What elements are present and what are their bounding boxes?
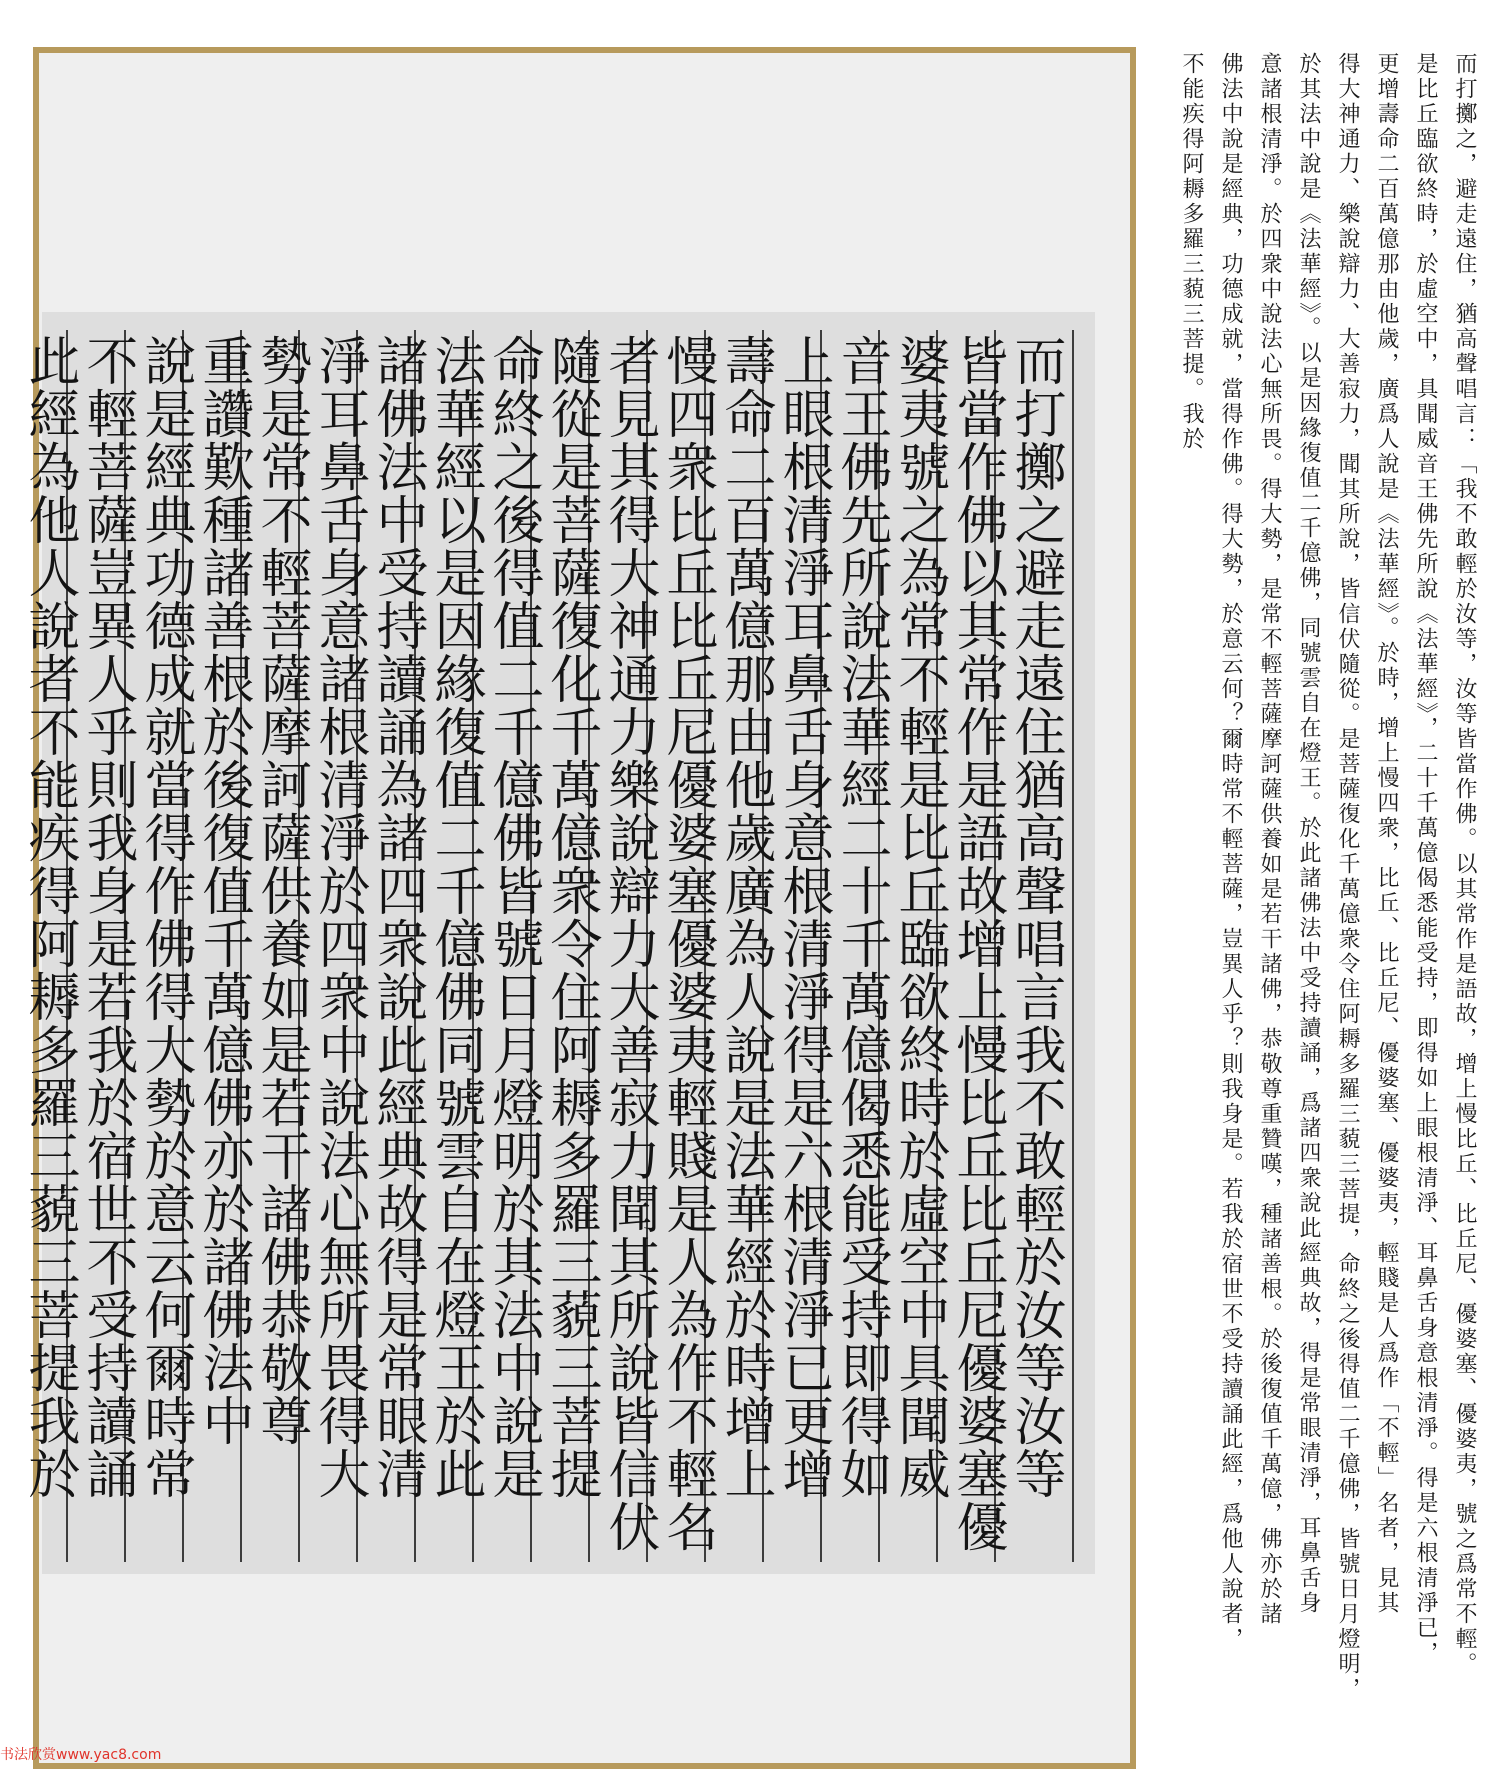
- manuscript-column-17: 不輕菩薩豈異人乎則我身是若我於宿世不受持讀誦: [77, 334, 137, 1500]
- transcription-column-4: 得大神通力、樂說辯力、大善寂力，聞其所說，皆信伏隨從。是菩薩復化千萬億衆令住阿耨多羅三藐三菩提，命終之後得值二千億佛，皆號日月燈明，: [1335, 52, 1360, 1702]
- manuscript-column-13: 淨耳鼻舌身意諸根清淨於四衆中說法心無所畏得大: [309, 334, 369, 1500]
- manuscript-column-1: 而打擲之避走遠住猶高聲唱言我不敢輕於汝等汝等: [1005, 334, 1065, 1500]
- transcription-column-7: 佛法中說是經典，功德成就，當得作佛。得大勢，於意云何？爾時常不輕菩薩，豈異人乎？則我身是。若我於宿世不受持讀誦此經，爲他人說者，: [1218, 52, 1243, 1652]
- manuscript-column-6: 壽命二百萬億那由他歲廣為人說是法華經於時增上: [715, 334, 775, 1500]
- manuscript-column-16: 說是經典功德成就當得作佛得大勢於意云何爾時常: [135, 334, 195, 1500]
- manuscript-column-8: 者見其得大神通力樂說辯力大善寂力聞其所說皆信伏: [599, 334, 659, 1553]
- manuscript-column-11: 法華經以是因緣復值二千億佛同號雲自在燈王於此: [425, 334, 485, 1500]
- transcription-panel: [1168, 52, 1478, 1732]
- transcription-column-3: 更增壽命二百萬億那由他歲，廣爲人說是《法華經》。於時，增上慢四衆，比丘、比丘尼、優婆塞、優婆夷，輕賤是人爲作「不輕」名者，見其: [1374, 52, 1399, 1616]
- manuscript-column-5: 上眼根清淨耳鼻舌身意根清淨得是六根清淨已更增: [773, 334, 833, 1500]
- manuscript-column-15: 重讚歎種諸善根於後復值千萬億佛亦於諸佛法中: [193, 334, 253, 1447]
- manuscript-column-10: 命終之後得值二千億佛皆號日月燈明於其法中說是: [483, 334, 543, 1500]
- manuscript-column-18: 此經為他人說者不能疾得阿耨多羅三藐三菩提我於: [19, 334, 79, 1500]
- transcription-column-6: 意諸根清淨。於四衆中說法心無所畏。得大勢，是常不輕菩薩摩訶薩供養如是若干諸佛，恭敬尊重贊嘆，種諸善根。於後復值千萬億，佛亦於諸: [1257, 52, 1282, 1627]
- transcription-column-8: 不能疾得阿耨多羅三藐三菩提。我於: [1179, 52, 1204, 452]
- manuscript-column-7: 慢四衆比丘比丘尼優婆塞優婆夷輕賤是人為作不輕名: [657, 334, 717, 1553]
- manuscript-column-2: 皆當作佛以其常作是語故增上慢比丘比丘尼優婆塞優: [947, 334, 1007, 1553]
- manuscript-column-4: 音王佛先所說法華經二十千萬億偈悉能受持即得如: [831, 334, 891, 1500]
- site-watermark: 书法欣赏www.yac8.com: [0, 1747, 162, 1763]
- transcription-column-5: 於其法中說是《法華經》。以是因緣復值二千億佛，同號雲自在燈王。於此諸佛法中受持讀誦，爲諸四衆說此經典故，得是常眼清淨，耳鼻舌身: [1296, 52, 1321, 1616]
- manuscript-column-14: 勢是常不輕菩薩摩訶薩供養如是若干諸佛恭敬尊: [251, 334, 311, 1447]
- transcription-column-2: 是比丘臨欲終時，於虛空中，具聞威音王佛先所說《法華經》，二十千萬億偈悉能受持，即得如上眼根清淨、耳鼻舌身意根清淨。得是六根清淨已，: [1413, 52, 1438, 1666]
- manuscript-column-12: 諸佛法中受持讀誦為諸四衆說此經典故得是常眼清: [367, 334, 427, 1500]
- manuscript-column-9: 隨從是菩薩復化千萬億衆令住阿耨多羅三藐三菩提: [541, 334, 601, 1500]
- manuscript-scan: [19, 312, 1095, 1574]
- manuscript-column-3: 婆夷號之為常不輕是比丘臨欲終時於虛空中具聞威: [889, 334, 949, 1500]
- transcription-column-1: 而打擲之，避走遠住，猶高聲唱言：「我不敢輕於汝等，汝等皆當作佛。以其常作是語故，增上慢比丘、比丘尼、優婆塞、優婆夷，號之爲常不輕。: [1452, 52, 1477, 1677]
